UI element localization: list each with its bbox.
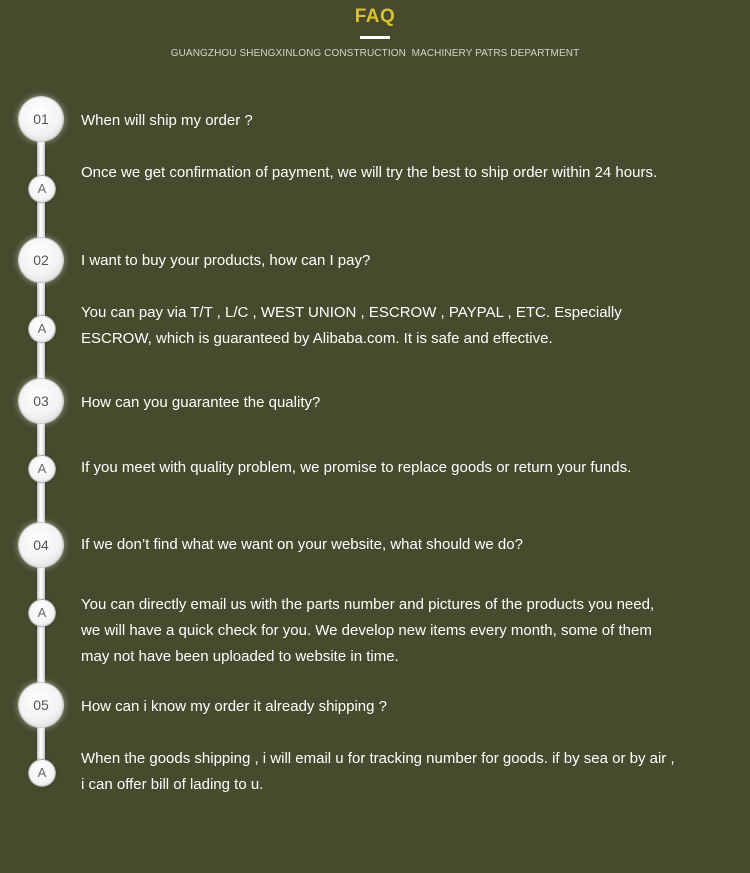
answer-marker-badge: A	[29, 316, 55, 342]
answer-line: You can directly email us with the parts number and pictures of the products you need,	[81, 596, 655, 613]
answer-text	[81, 746, 721, 798]
answer-marker-badge: A	[29, 600, 55, 626]
title-underline	[360, 36, 390, 39]
question-number-badge: 03	[19, 379, 63, 423]
timeline-line	[37, 118, 45, 778]
faq-subtitle: GUANGZHOU SHENGXINLONG CONSTRUCTION MACHINERY PATRS DEPARTMENT	[170, 48, 580, 59]
question-text: How can you guarantee the quality?	[81, 394, 321, 411]
answer-text	[81, 455, 721, 481]
answer-marker-badge: A	[29, 456, 55, 482]
answer-line: When the goods shipping , i will email u for tracking number for goods. if by sea or by air ,	[81, 750, 675, 767]
question-number-badge: 04	[19, 523, 63, 567]
faq-title: FAQ	[354, 6, 396, 27]
question-text: If we don’t find what we want on your website, what should we do?	[81, 536, 523, 553]
answer-text	[81, 592, 721, 670]
answer-line: i can offer bill of lading to u.	[81, 776, 264, 793]
answer-line: we will have a quick check for you. We develop new items every month, some of them	[81, 622, 652, 639]
question-text: I want to buy your products, how can I pay?	[81, 252, 371, 269]
answer-line: ESCROW, which is guaranteed by Alibaba.com. It is safe and effective.	[81, 330, 553, 347]
question-text: When will ship my order ?	[81, 112, 253, 129]
question-number-badge: 02	[19, 238, 63, 282]
answer-marker-badge: A	[29, 176, 55, 202]
answer-line: may not have been uploaded to website in time.	[81, 648, 399, 665]
question-text: How can i know my order it already shipping ?	[81, 698, 387, 715]
question-number-badge: 05	[19, 683, 63, 727]
answer-text	[81, 160, 721, 186]
answer-line: Once we get confirmation of payment, we will try the best to ship order within 24 hours.	[81, 164, 658, 181]
answer-line: You can pay via T/T , L/C , WEST UNION , ESCROW , PAYPAL , ETC. Especially	[81, 304, 622, 321]
answer-line: If you meet with quality problem, we promise to replace goods or return your funds.	[81, 459, 632, 476]
answer-text	[81, 300, 721, 352]
answer-marker-badge: A	[29, 760, 55, 786]
question-number-badge: 01	[19, 97, 63, 141]
